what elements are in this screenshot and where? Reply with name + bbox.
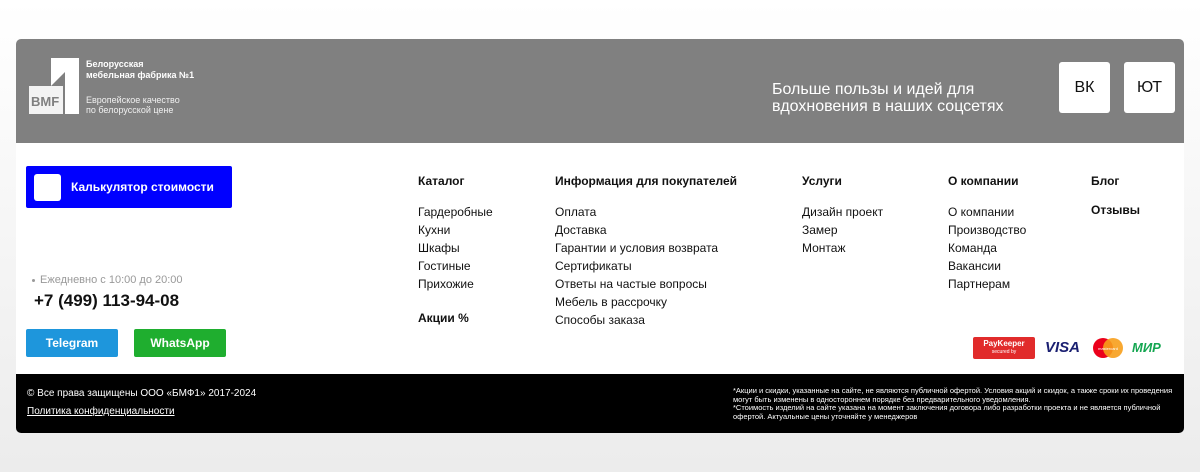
calculator-icon xyxy=(34,174,61,201)
company-link[interactable]: Партнерам xyxy=(948,277,1011,291)
services-link[interactable]: Замер xyxy=(802,223,838,237)
logo-company-name xyxy=(86,59,246,81)
buyers-info-link[interactable]: Сертификаты xyxy=(555,259,632,273)
logo-tagline xyxy=(86,95,246,115)
company-links xyxy=(948,203,1026,293)
buyers-info-link[interactable]: Гарантии и условия возврата xyxy=(555,241,719,255)
vk-button[interactable]: ВК xyxy=(1059,62,1110,113)
logo-tag-line: по белорусской цене xyxy=(86,105,174,115)
catalog-links xyxy=(418,203,493,293)
logo-tag-line: Европейское качество xyxy=(86,95,180,105)
buyers-info-link[interactable]: Мебель в рассрочку xyxy=(555,295,668,309)
mir-logo: МИР xyxy=(1132,340,1161,355)
company-title[interactable]: О компании xyxy=(948,174,1019,188)
services-link[interactable]: Дизайн проект xyxy=(802,205,884,219)
services-column xyxy=(802,174,883,257)
buyers-info-link[interactable]: Способы заказа xyxy=(555,313,645,327)
privacy-policy-link[interactable]: Политика конфиденциальности xyxy=(27,406,175,417)
logo-name-line: мебельная фабрика №1 xyxy=(86,70,195,80)
footer-top-band xyxy=(16,39,1184,143)
whatsapp-button[interactable]: WhatsApp xyxy=(134,329,226,357)
buyers-info-column xyxy=(555,174,737,329)
company-column xyxy=(948,174,1026,293)
company-link[interactable]: Производство xyxy=(948,223,1027,237)
services-title[interactable]: Услуги xyxy=(802,174,842,188)
services-link[interactable]: Монтаж xyxy=(802,241,846,255)
footer-bottom-bar xyxy=(16,374,1184,433)
calculator-label: Калькулятор стоимости xyxy=(71,180,214,194)
mastercard-logo xyxy=(1091,337,1125,359)
company-link[interactable]: Вакансии xyxy=(948,259,1001,273)
disclaimer-text xyxy=(733,387,1178,421)
buyers-info-link[interactable]: Оплата xyxy=(555,205,597,219)
promotions-link[interactable]: Акции % xyxy=(418,311,469,325)
bmf1-logo-icon[interactable] xyxy=(29,58,79,114)
working-hours xyxy=(32,274,183,286)
catalog-title[interactable]: Каталог xyxy=(418,174,465,188)
blog-link[interactable]: Блог xyxy=(1091,174,1120,188)
catalog-link[interactable]: Шкафы xyxy=(418,241,460,255)
reviews-link[interactable]: Отзывы xyxy=(1091,203,1141,217)
youtube-button[interactable]: ЮТ xyxy=(1124,62,1175,113)
paykeeper-text: PayKeeper xyxy=(983,339,1025,348)
social-text-line: Больше пользы и идей для xyxy=(772,81,975,98)
buyers-info-links xyxy=(555,203,737,329)
disclaimer-line: *Стоимость изделий на сайте указана на момент заключения договора либо разработки проекта и не является публичной офертой. Актуальные цены уточняйте у менеджеров xyxy=(733,403,1161,421)
services-links xyxy=(802,203,883,257)
site-footer xyxy=(16,39,1184,433)
paykeeper-logo xyxy=(973,337,1035,359)
visa-logo: VISA xyxy=(1045,339,1081,356)
buyers-info-link[interactable]: Доставка xyxy=(555,223,607,237)
svg-text:BMF: BMF xyxy=(31,94,60,109)
mastercard-text: mastercard xyxy=(1097,346,1119,351)
social-text-line: вдохновения в наших соцсетях xyxy=(772,98,1004,115)
social-promo-text xyxy=(772,81,1042,115)
disclaimer-line: *Акции и скидки, указанные на сайте, не являются публичной офертой. Условия акций и скидок, а также сроки их проведения могут быть изменены в одностороннем порядке без предварительного уведомления. xyxy=(733,386,1173,404)
paykeeper-sub-text: secured by xyxy=(991,349,1017,355)
catalog-link[interactable]: Прихожие xyxy=(418,277,474,291)
catalog-link[interactable]: Гардеробные xyxy=(418,205,493,219)
working-hours-text: Ежедневно с 10:00 до 20:00 xyxy=(40,274,183,286)
catalog-link[interactable]: Гостиные xyxy=(418,259,471,273)
logo-name-line: Белорусская xyxy=(86,59,144,69)
blog-column xyxy=(1091,174,1140,217)
calculator-button[interactable] xyxy=(26,166,232,208)
bullet-icon xyxy=(32,279,35,282)
phone-link[interactable]: +7 (499) 113-94-08 xyxy=(34,291,180,310)
buyers-info-link[interactable]: Ответы на частые вопросы xyxy=(555,277,707,291)
copyright-text: © Все права защищены ООО «БМФ1» 2017-2024 xyxy=(27,388,257,399)
catalog-column xyxy=(418,174,493,325)
company-link[interactable]: О компании xyxy=(948,205,1015,219)
telegram-button[interactable]: Telegram xyxy=(26,329,118,357)
catalog-link[interactable]: Кухни xyxy=(418,223,451,237)
buyers-info-title[interactable]: Информация для покупателей xyxy=(555,174,738,188)
company-link[interactable]: Команда xyxy=(948,241,997,255)
